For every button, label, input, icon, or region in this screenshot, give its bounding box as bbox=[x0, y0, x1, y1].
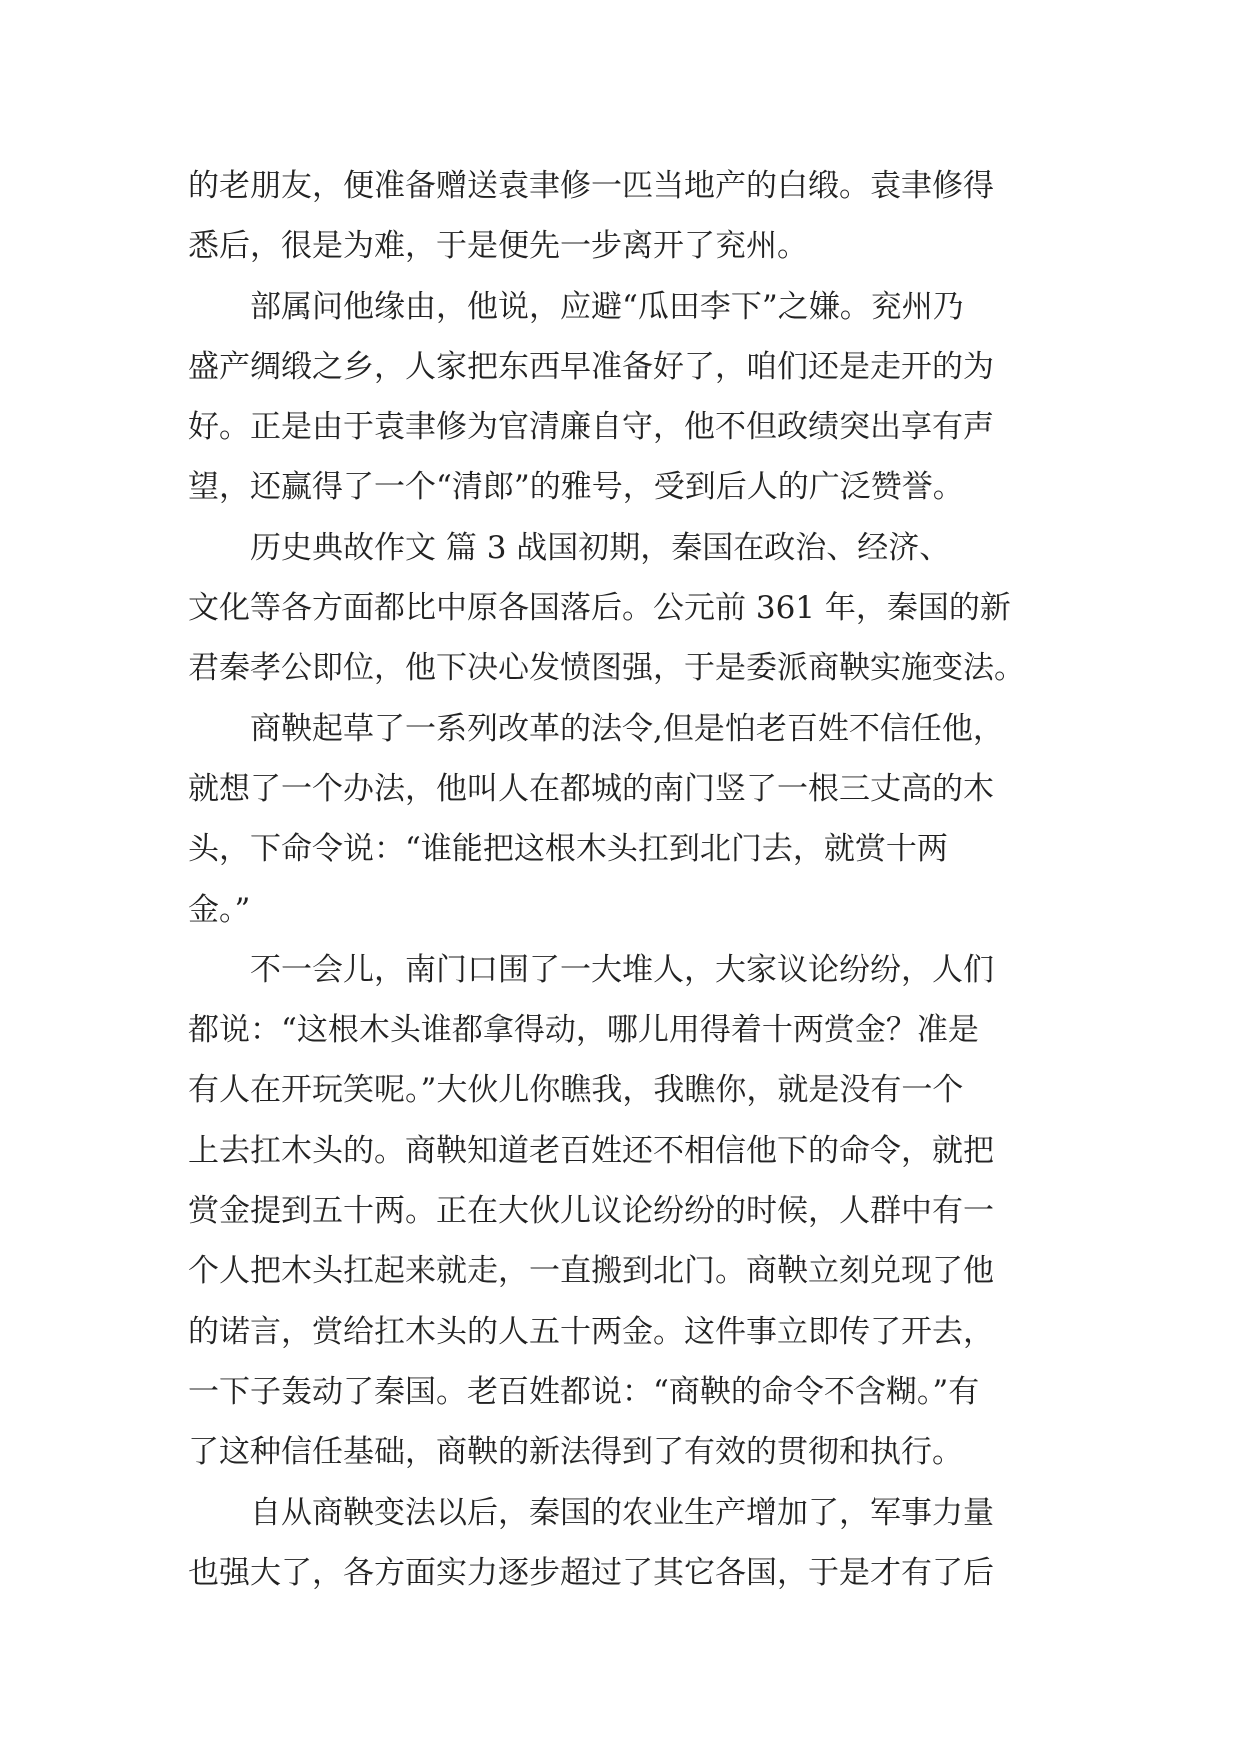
text-line: 上去扛木头的。商鞅知道老百姓还不相信他下的命令，就把 bbox=[188, 1132, 994, 1169]
text-line: 不一会儿，南门口围了一大堆人，大家议论纷纷，人们 bbox=[250, 951, 994, 988]
text-line: 个人把木头扛起来就走，一直搬到北门。商鞅立刻兑现了他 bbox=[188, 1253, 994, 1290]
text-line: 望，还赢得了一个“清郎”的雅号，受到后人的广泛赞誉。 bbox=[188, 469, 964, 506]
text-line: 有人在开玩笑呢。”大伙儿你瞧我，我瞧你，就是没有一个 bbox=[188, 1072, 964, 1109]
text-line: 一下子轰动了秦国。老百姓都说：“商鞅的命令不含糊。”有 bbox=[188, 1373, 980, 1410]
text-line: 都说：“这根木头谁都拿得动，哪儿用得着十两赏金？准是 bbox=[188, 1012, 979, 1049]
text-line: 金。” bbox=[188, 891, 251, 928]
text-line: 的老朋友，便准备赠送袁聿修一匹当地产的白缎。袁聿修得 bbox=[188, 168, 994, 204]
text-line: 头，下命令说：“谁能把这根木头扛到北门去，就赏十两 bbox=[188, 831, 948, 868]
text-line: 赏金提到五十两。正在大伙儿议论纷纷的时候，人群中有一 bbox=[188, 1193, 994, 1230]
text-line: 文化等各方面都比中原各国落后。公元前 361 年，秦国的新 bbox=[188, 590, 1011, 627]
text-line: 君秦孝公即位，他下决心发愤图强，于是委派商鞅实施变法。 bbox=[188, 650, 1025, 687]
text-line: 历史典故作文 篇 3 战国初期，秦国在政治、经济、 bbox=[250, 529, 951, 566]
text-line: 商鞅起草了一系列改革的法令,但是怕老百姓不信任他， bbox=[250, 710, 1004, 747]
text-line: 就想了一个办法，他叫人在都城的南门竖了一根三丈高的木 bbox=[188, 770, 994, 807]
text-line: 了这种信任基础，商鞅的新法得到了有效的贯彻和执行。 bbox=[188, 1434, 963, 1471]
text-line: 也强大了，各方面实力逐步超过了其它各国，于是才有了后 bbox=[188, 1554, 994, 1591]
text-line: 悉后，很是为难，于是便先一步离开了兖州。 bbox=[188, 228, 808, 265]
text-line: 自从商鞅变法以后，秦国的农业生产增加了，军事力量 bbox=[250, 1494, 994, 1531]
body-text bbox=[188, 156, 1068, 1603]
text-line: 好。正是由于袁聿修为官清廉自守，他不但政绩突出享有声 bbox=[188, 409, 994, 446]
text-line: 部属问他缘由，他说，应避“瓜田李下”之嫌。兖州乃 bbox=[250, 288, 964, 325]
text-line: 的诺言，赏给扛木头的人五十两金。这件事立即传了开去， bbox=[188, 1313, 994, 1350]
text-line: 盛产绸缎之乡，人家把东西早准备好了，咱们还是走开的为 bbox=[188, 348, 994, 385]
